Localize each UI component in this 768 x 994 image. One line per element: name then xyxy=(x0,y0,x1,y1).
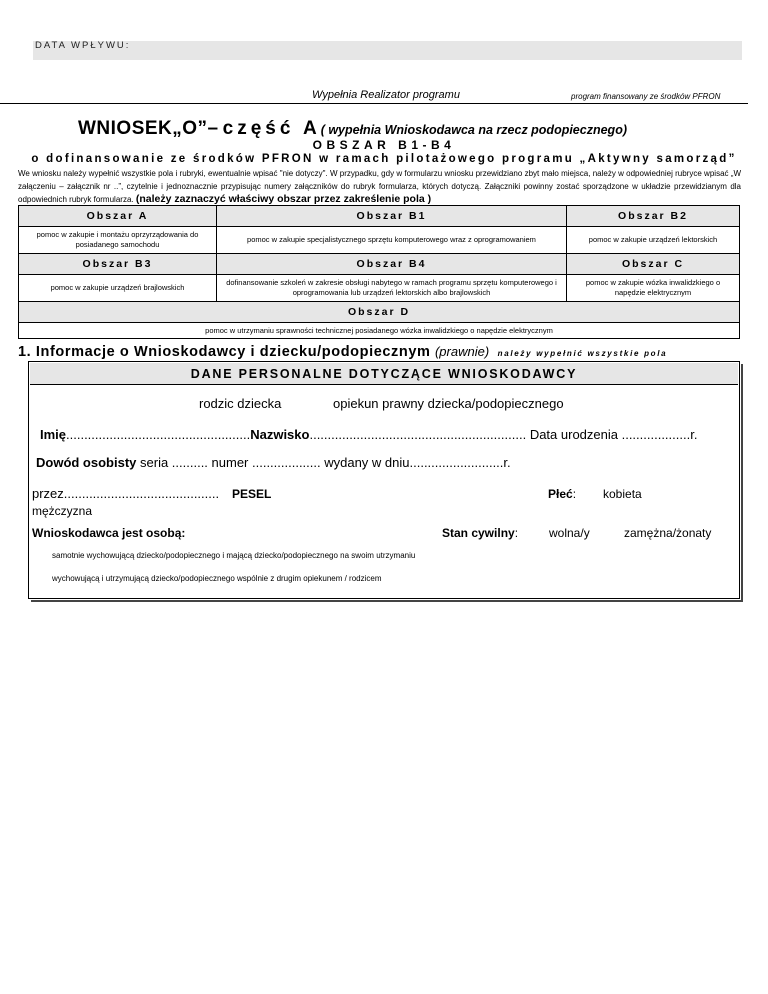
area-b4-header[interactable]: Obszar B4 xyxy=(217,254,567,275)
area-d-description: pomoc w utrzymaniu sprawności technicznej posiadanego wózka inwalidzkiego o napędzie elektrycznym xyxy=(19,323,740,339)
personal-data-header: DANE PERSONALNE DOTYCZĄCE WNIOSKODAWCY xyxy=(30,363,738,385)
form-title-subtitle: ( wypełnia Wnioskodawca na rzecz podopiecznego) xyxy=(320,123,627,137)
first-name-field[interactable]: ................................................... xyxy=(66,427,251,442)
form-title xyxy=(78,118,627,140)
option-single[interactable]: wolna/y xyxy=(549,526,590,540)
area-a-header[interactable]: Obszar A xyxy=(19,206,217,227)
program-line: o dofinansowanie ze środków PFRON w ramach pilotażowego programu „Aktywny samorząd” xyxy=(31,153,737,165)
area-b2-description: pomoc w zakupie urządzeń lektorskich xyxy=(567,227,740,254)
id-card-row xyxy=(36,455,511,470)
instructions xyxy=(18,167,741,206)
form-title-main: WNIOSEK„O”– xyxy=(78,118,219,139)
issued-by-field[interactable]: przez........................................... xyxy=(32,486,220,501)
pesel-label: PESEL xyxy=(232,487,272,501)
id-card-label: Dowód osobisty xyxy=(36,455,137,470)
area-b3-header[interactable]: Obszar B3 xyxy=(19,254,217,275)
instructions-bold: (należy zaznaczyć właściwy obszar przez zakreślenie pola ) xyxy=(135,193,432,205)
section-1-title: 1. Informacje o Wnioskodawcy i dziecku/podopiecznym xyxy=(18,344,431,360)
name-row xyxy=(40,427,697,442)
applicant-type-label: Wnioskodawca jest osobą: xyxy=(32,526,186,540)
option-raising-alone[interactable]: samotnie wychowującą dziecko/podopiecznego i mającą dziecko/podopiecznego na swoim utrzymaniu xyxy=(52,551,416,560)
area-b1-description: pomoc w zakupie specjalistycznego sprzętu komputerowego wraz z oprogramowaniem xyxy=(217,227,567,254)
area-b2-header[interactable]: Obszar B2 xyxy=(567,206,740,227)
instructions-text: We wniosku należy wypełnić wszystkie pola i rubryki, ewentualnie wpisać "nie dotyczy". W przypadku, gdy w formularzu wniosku przewidziano zbyt mało miejsca, należy w odpowiedniej rubryce wpisać „W załączeniu – załącznik nr ..”, czytelnie i jednoznacznie przypisując numery załączników do rubryk formularza, których dotyczą. Załączniki powinny zostać sporządzone w układzie przewidzianym dla odpowiednich rubryk formularza. xyxy=(18,169,741,204)
funding-note: program finansowany ze środków PFRON xyxy=(571,92,721,101)
area-c-header[interactable]: Obszar C xyxy=(567,254,740,275)
first-name-label: Imię xyxy=(40,427,67,442)
area-code: OBSZAR B1-B4 xyxy=(312,138,456,152)
area-a-description: pomoc w zakupie i montażu oprzyrządowania do posiadanego samochodu xyxy=(19,227,217,254)
area-d-header[interactable]: Obszar D xyxy=(19,302,740,323)
area-b1-header[interactable]: Obszar B1 xyxy=(217,206,567,227)
area-b4-description: dofinansowanie szkoleń w zakresie obsługi nabytego w ramach programu sprzętu komputerowego i oprogramowania lub urządzeń lektorskich albo brajlowskich xyxy=(217,275,567,302)
form-title-part: część A xyxy=(222,118,321,139)
area-c-description: pomoc w zakupie wózka inwalidzkiego o napędzie elektrycznym xyxy=(567,275,740,302)
last-name-field[interactable]: ............................................................ xyxy=(309,427,527,442)
section-1-note: należy wypełnić wszystkie pola xyxy=(497,349,668,358)
option-raising-jointly[interactable]: wychowującą i utrzymującą dziecko/podopiecznego wspólnie z drugim opiekunem / rodzicem xyxy=(52,574,382,583)
filled-by-note: Wypełnia Realizator programu xyxy=(312,89,460,101)
date-received-field[interactable] xyxy=(33,41,742,60)
header-divider xyxy=(0,103,748,104)
last-name-label: Nazwisko xyxy=(250,427,310,442)
area-b3-description: pomoc w zakupie urządzeń brajlowskich xyxy=(19,275,217,302)
date-received-label: DATA WPŁYWU: xyxy=(35,40,131,51)
id-card-fields[interactable]: seria .......... numer ................... wydany w dniu..........................r. xyxy=(140,455,511,470)
option-male[interactable]: mężczyzna xyxy=(32,504,93,518)
area-selection-table xyxy=(18,205,740,339)
birth-date-field[interactable]: Data urodzenia ...................r. xyxy=(529,427,698,442)
option-married[interactable]: zamężna/żonaty xyxy=(624,526,712,540)
option-parent[interactable]: rodzic dziecka xyxy=(199,396,282,411)
section-1-prawnie: (prawnie) xyxy=(434,344,490,359)
option-guardian[interactable]: opiekun prawny dziecka/podopiecznego xyxy=(333,396,564,411)
option-female[interactable]: kobieta xyxy=(603,487,642,501)
marital-status-label: Stan cywilny: xyxy=(442,526,519,540)
gender-label: Płeć: xyxy=(548,487,577,501)
section-1-heading xyxy=(18,343,667,361)
